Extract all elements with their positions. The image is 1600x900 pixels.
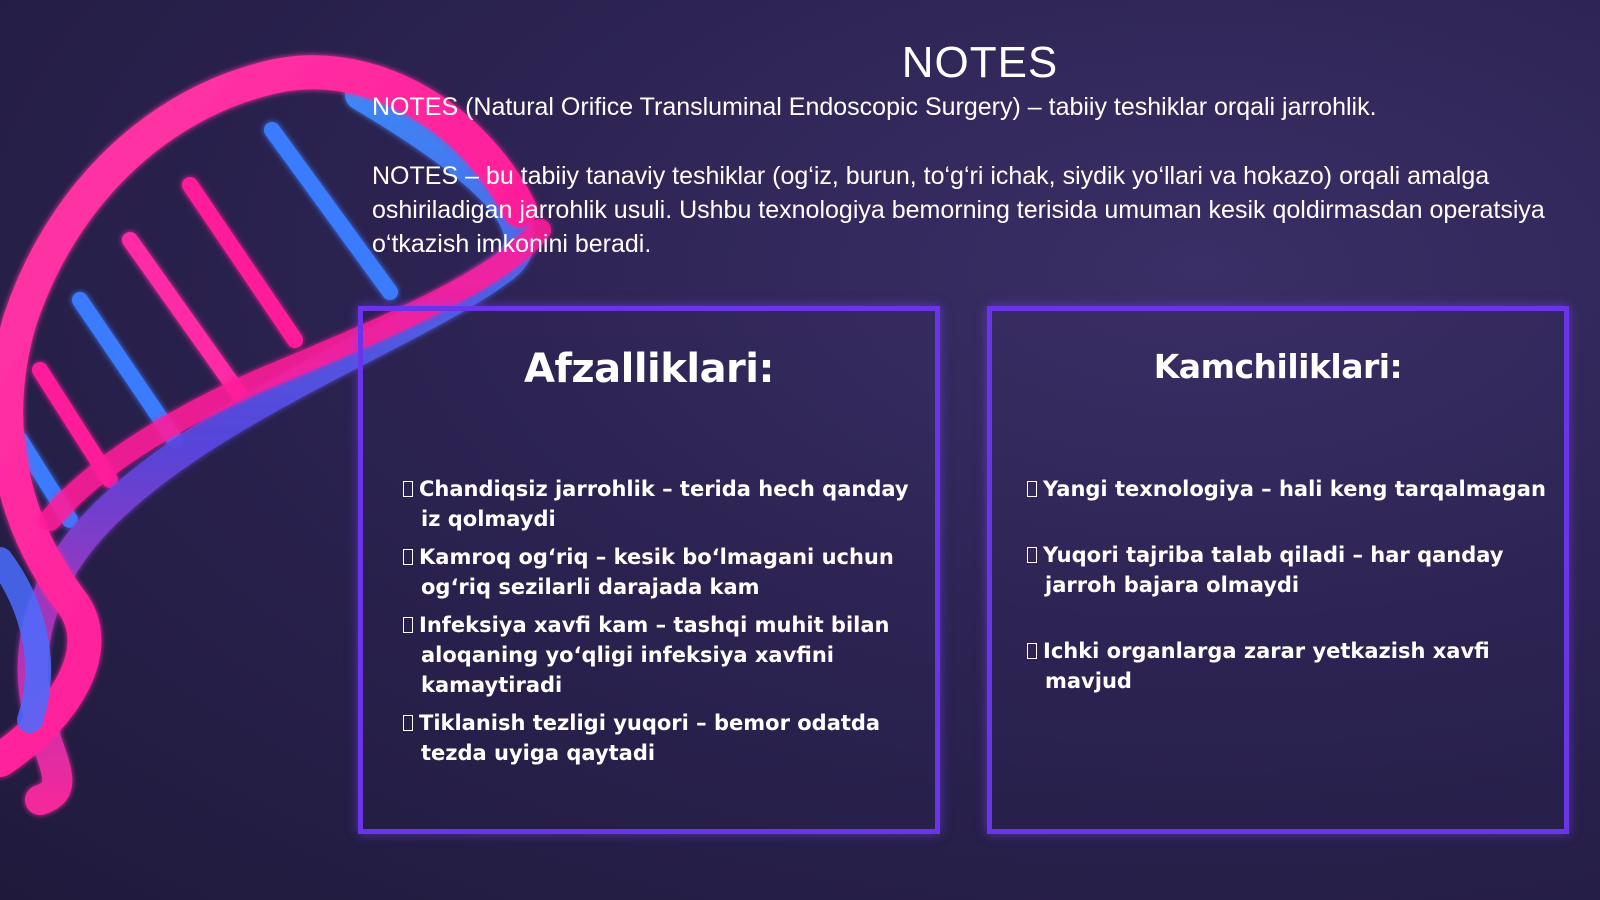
- list-item: Ichki organlarga zarar yetkazish xavfi mavjud: [1027, 636, 1557, 696]
- disadvantages-heading: Kamchiliklari:: [1153, 347, 1403, 386]
- list-item: Yangi texnologiya – hali keng tarqalmagan: [1027, 474, 1557, 504]
- missing-glyph-box-icon: [1027, 547, 1037, 563]
- slide-description: NOTES – bu tabiiy tanaviy teshiklar (og‘iz, burun, to‘g‘ri ichak, siydik yo‘llari va hokazo) orqali amalga oshiriladigan jarrohlik usuli. Ushbu texnologiya bemorning terisida umuman kesik qoldirmasdan operatsiya o‘tkazish imkonini beradi.: [372, 162, 1545, 258]
- advantages-panel: [358, 306, 940, 834]
- missing-glyph-box-icon: [403, 549, 413, 565]
- missing-glyph-box-icon: [1027, 643, 1037, 659]
- missing-glyph-box-icon: [403, 617, 413, 633]
- advantages-list: [403, 474, 913, 776]
- list-item: Chandiqsiz jarrohlik – terida hech qanday iz qolmaydi: [403, 474, 913, 534]
- missing-glyph-box-icon: [403, 715, 413, 731]
- list-item: Tiklanish tezligi yuqori – bemor odatda tezda uyiga qaytadi: [403, 708, 913, 768]
- disadvantages-panel: [987, 306, 1569, 834]
- advantages-heading: Afzalliklari:: [523, 346, 774, 392]
- disadvantages-list: [1027, 474, 1557, 732]
- list-item: Yuqori tajriba talab qiladi – har qanday jarroh bajara olmaydi: [1027, 540, 1557, 600]
- slide-subtitle: NOTES (Natural Orifice Transluminal Endoscopic Surgery) – tabiiy teshiklar orqali jarrohlik.: [372, 93, 1377, 121]
- missing-glyph-box-icon: [1027, 481, 1037, 497]
- list-item: Infeksiya xavfi kam – tashqi muhit bilan aloqaning yo‘qligi infeksiya xavfini kamaytiradi: [403, 610, 913, 700]
- list-item: Kamroq og‘riq – kesik bo‘lmagani uchun og‘riq sezilarli darajada kam: [403, 542, 913, 602]
- slide-title: NOTES: [901, 38, 1059, 87]
- missing-glyph-box-icon: [403, 481, 413, 497]
